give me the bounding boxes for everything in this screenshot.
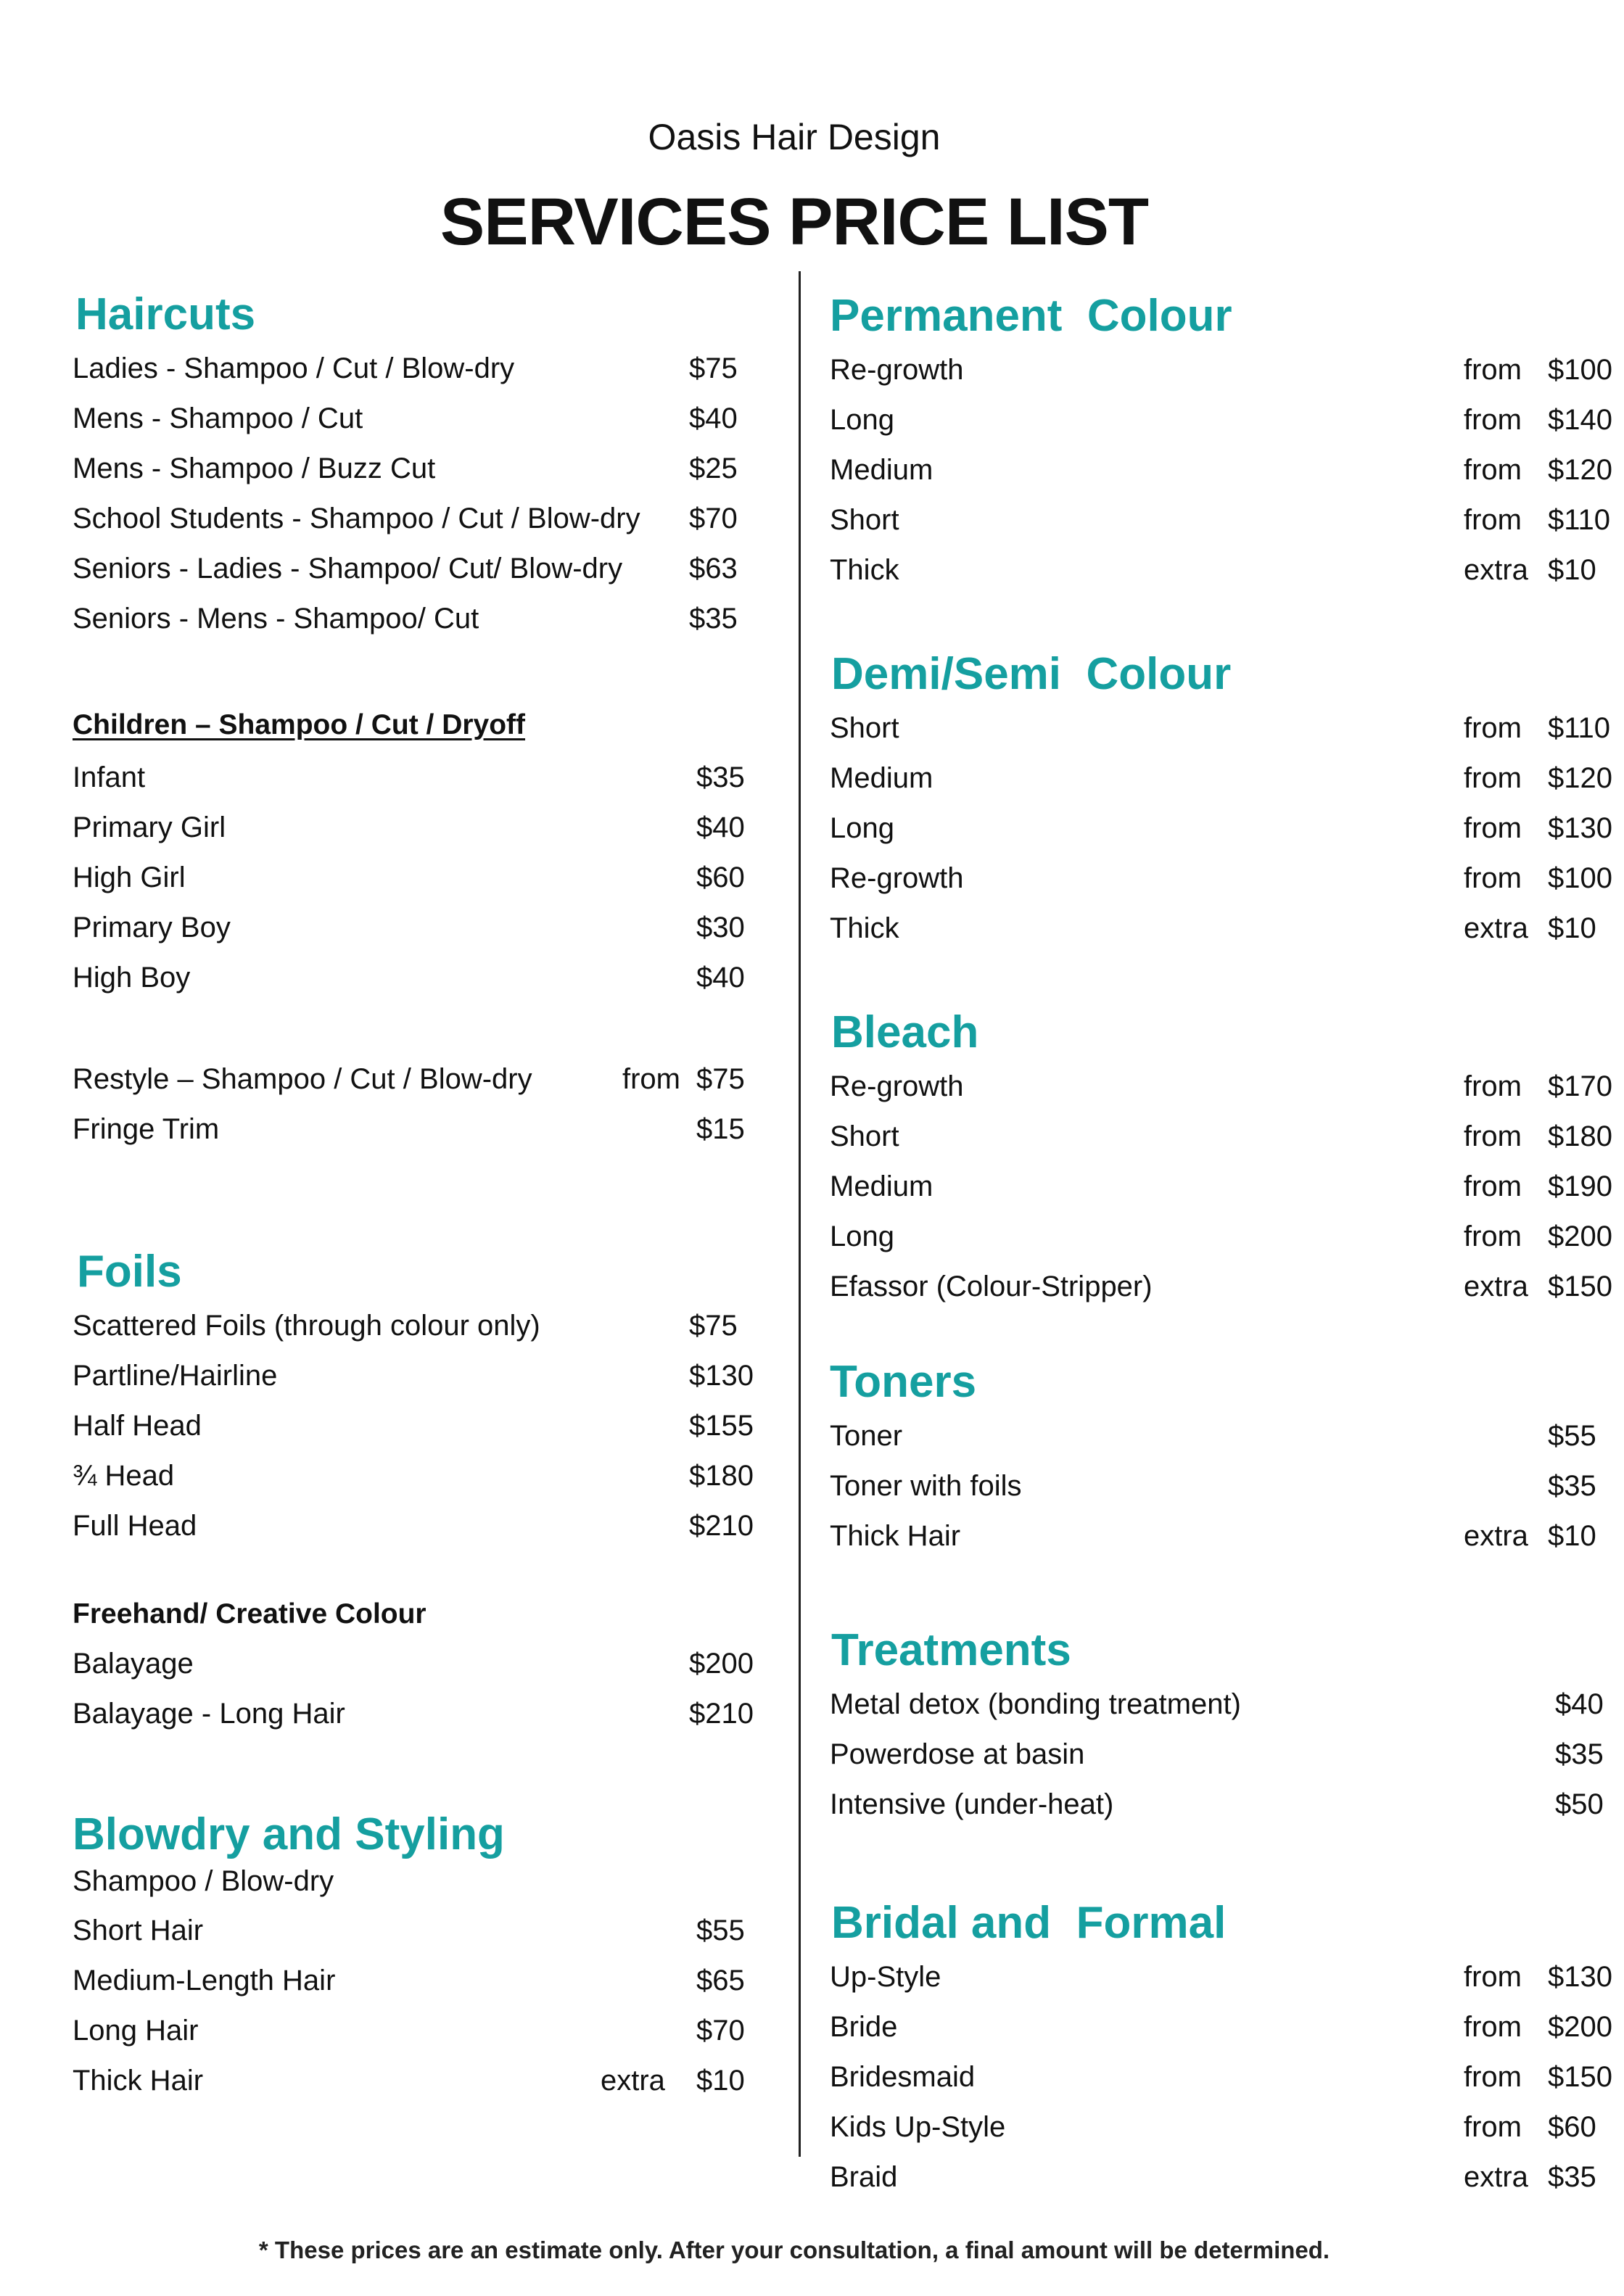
price-row (73, 1113, 783, 1154)
service-price: $200 (689, 1648, 754, 1680)
service-price: $10 (696, 2065, 745, 2097)
price-row (830, 862, 1612, 903)
left-column (0, 0, 798, 2296)
price-row (830, 354, 1612, 395)
service-price: $10 (1548, 912, 1596, 944)
service-name: Mens - Shampoo / Cut (73, 402, 363, 434)
service-name: Short Hair (73, 1915, 204, 1946)
price-qualifier: extra (1464, 1520, 1528, 1552)
service-name: Full Head (73, 1510, 197, 1542)
service-name: Short (830, 712, 899, 744)
service-name: Medium (830, 454, 933, 486)
service-name: Long Hair (73, 2015, 199, 2047)
service-price: $150 (1548, 1271, 1612, 1302)
service-name: Thick (830, 912, 899, 944)
service-price: $60 (696, 862, 745, 893)
price-row (830, 404, 1612, 445)
price-row (73, 1915, 783, 1955)
service-name: Half Head (73, 1410, 202, 1442)
price-row (830, 454, 1612, 495)
service-price: $190 (1548, 1170, 1612, 1202)
service-price: $65 (696, 1965, 745, 1996)
service-price: $40 (1555, 1688, 1604, 1720)
service-price: $130 (1548, 812, 1612, 844)
price-row (830, 1420, 1606, 1461)
service-name: Balayage - Long Hair (73, 1698, 345, 1730)
price-qualifier: from (1464, 762, 1522, 794)
service-name: Partline/Hairline (73, 1360, 278, 1392)
service-name: Restyle – Shampoo / Cut / Blow-dry (73, 1063, 532, 1095)
service-price: $35 (1548, 2161, 1596, 2193)
service-name: Up-Style (830, 1961, 941, 1993)
service-price: $70 (689, 503, 738, 534)
service-name: Long (830, 812, 894, 844)
price-row (830, 1120, 1612, 1161)
service-price: $40 (689, 402, 738, 434)
price-qualifier: from (1464, 1170, 1522, 1202)
price-qualifier: from (1464, 354, 1522, 386)
price-row (830, 1520, 1606, 1561)
price-row (73, 453, 783, 493)
price-row (73, 1510, 783, 1550)
service-price: $55 (696, 1915, 745, 1946)
service-price: $150 (1548, 2061, 1612, 2093)
toners-heading: Toners (830, 1357, 977, 1407)
price-qualifier: from (1464, 454, 1522, 486)
price-qualifier: from (1464, 812, 1522, 844)
price-row (73, 862, 783, 902)
service-price: $55 (1548, 1420, 1596, 1452)
service-name: Primary Girl (73, 812, 226, 843)
service-price: $200 (1548, 1221, 1612, 1252)
price-row (73, 503, 783, 543)
price-qualifier: from (1464, 504, 1522, 536)
foils-heading: Foils (77, 1247, 182, 1297)
price-row (830, 1738, 1606, 1779)
service-price: $63 (689, 553, 738, 585)
treatments-heading: Treatments (831, 1625, 1071, 1675)
service-price: $60 (1548, 2111, 1596, 2143)
price-row (830, 2061, 1612, 2102)
service-price: $120 (1548, 454, 1612, 486)
service-name: High Girl (73, 862, 186, 893)
permanent-heading: Permanent Colour (830, 291, 1232, 341)
price-row (73, 912, 783, 952)
service-price: $35 (689, 603, 738, 635)
service-name: Short (830, 1120, 899, 1152)
service-name: Thick Hair (830, 1520, 961, 1552)
price-row (73, 1360, 783, 1400)
service-name: Infant (73, 761, 146, 793)
service-price: $40 (696, 812, 745, 843)
service-price: $140 (1548, 404, 1612, 436)
service-price: $120 (1548, 762, 1612, 794)
price-row (830, 712, 1611, 753)
service-price: $35 (1548, 1470, 1596, 1502)
service-name: Short (830, 504, 899, 536)
service-price: $200 (1548, 2011, 1612, 2043)
haircuts-heading: Haircuts (75, 289, 256, 339)
service-name: Fringe Trim (73, 1113, 220, 1145)
service-name: Kids Up-Style (830, 2111, 1006, 2143)
price-row (73, 352, 783, 393)
service-price: $10 (1548, 1520, 1596, 1552)
service-name: Re-growth (830, 354, 964, 386)
price-row (73, 812, 783, 852)
salon-name: Oasis Hair Design (648, 117, 941, 157)
page-title: SERVICES PRICE LIST (440, 185, 1149, 259)
price-row (73, 1410, 783, 1450)
price-qualifier: from (1464, 712, 1522, 744)
service-price: $100 (1548, 862, 1612, 894)
price-row (830, 1470, 1606, 1511)
price-row (830, 504, 1611, 545)
price-qualifier: from (1464, 2011, 1522, 2043)
service-name: Re-growth (830, 1070, 964, 1102)
service-name: High Boy (73, 962, 191, 994)
price-qualifier: from (1464, 1120, 1522, 1152)
service-price: $25 (689, 453, 738, 484)
service-price: $110 (1548, 712, 1611, 744)
service-price: $130 (1548, 1961, 1612, 1993)
service-name: Powerdose at basin (830, 1738, 1085, 1770)
service-price: $210 (689, 1698, 754, 1730)
blowdry-subtitle: Shampoo / Blow-dry (73, 1865, 334, 1897)
price-row (830, 762, 1612, 803)
service-name: Balayage (73, 1648, 194, 1680)
price-qualifier: from (1464, 404, 1522, 436)
service-name: Braid (830, 2161, 898, 2193)
children-heading: Children – Shampoo / Cut / Dryoff (73, 709, 526, 740)
price-qualifier: extra (601, 2065, 665, 2097)
service-name: Bridesmaid (830, 2061, 976, 2093)
price-qualifier: extra (1464, 2161, 1528, 2193)
service-name: School Students - Shampoo / Cut / Blow-dry (73, 503, 640, 534)
price-qualifier: from (622, 1063, 680, 1095)
footer-note: * These prices are an estimate only. After your consultation, a final amount will be determined. (258, 2237, 1330, 2263)
service-name: Seniors - Mens - Shampoo/ Cut (73, 603, 479, 635)
price-row (830, 1788, 1606, 1829)
price-row (830, 2161, 1606, 2202)
service-price: $15 (696, 1113, 745, 1145)
service-name: Long (830, 1221, 894, 1252)
service-price: $180 (1548, 1120, 1612, 1152)
price-row (830, 1271, 1612, 1311)
service-name: Thick Hair (73, 2065, 204, 2097)
price-row (830, 1070, 1612, 1111)
demi-heading: Demi/Semi Colour (831, 649, 1232, 699)
price-qualifier: extra (1464, 554, 1528, 586)
service-price: $110 (1548, 504, 1611, 536)
price-row (830, 2011, 1612, 2052)
service-name: Efassor (Colour-Stripper) (830, 1271, 1153, 1302)
service-price: $30 (696, 912, 745, 943)
price-row (830, 1688, 1606, 1729)
price-row (73, 2065, 783, 2105)
price-row (73, 1698, 783, 1738)
service-name: Intensive (under-heat) (830, 1788, 1114, 1820)
price-row (73, 603, 783, 643)
price-qualifier: from (1464, 1961, 1522, 1993)
price-row (73, 2015, 783, 2055)
price-qualifier: from (1464, 2111, 1522, 2143)
service-name: Medium-Length Hair (73, 1965, 336, 1996)
service-price: $180 (689, 1460, 754, 1492)
price-qualifier: from (1464, 1221, 1522, 1252)
service-price: $170 (1548, 1070, 1612, 1102)
right-column (801, 0, 1624, 2296)
freehand-heading: Freehand/ Creative Colour (73, 1598, 426, 1630)
price-row (830, 1170, 1612, 1211)
service-price: $10 (1548, 554, 1596, 586)
price-qualifier: extra (1464, 912, 1528, 944)
service-name: Bride (830, 2011, 898, 2043)
price-row (73, 1460, 783, 1500)
price-row (830, 2111, 1606, 2152)
service-name: Medium (830, 762, 933, 794)
price-qualifier: from (1464, 2061, 1522, 2093)
service-price: $40 (696, 962, 745, 994)
price-row (73, 1965, 783, 2005)
service-name: Seniors - Ladies - Shampoo/ Cut/ Blow-dry (73, 553, 623, 585)
service-price: $75 (696, 1063, 745, 1095)
service-price: $75 (689, 352, 738, 384)
price-row (73, 1063, 783, 1104)
service-name: Scattered Foils (through colour only) (73, 1310, 540, 1342)
service-name: Metal detox (bonding treatment) (830, 1688, 1241, 1720)
service-name: Primary Boy (73, 912, 231, 943)
service-name: Ladies - Shampoo / Cut / Blow-dry (73, 352, 515, 384)
service-price: $210 (689, 1510, 754, 1542)
service-price: $130 (689, 1360, 754, 1392)
service-price: $75 (689, 1310, 738, 1342)
price-row (73, 761, 783, 802)
service-name: Re-growth (830, 862, 964, 894)
service-price: $70 (696, 2015, 745, 2047)
service-price: $35 (696, 761, 745, 793)
price-qualifier: extra (1464, 1271, 1528, 1302)
price-row (830, 812, 1612, 853)
price-row (830, 912, 1606, 953)
price-row (830, 554, 1606, 595)
price-row (73, 553, 783, 593)
bridal-heading: Bridal and Formal (831, 1898, 1227, 1948)
service-name: ¾ Head (73, 1460, 175, 1492)
service-price: $50 (1555, 1788, 1604, 1820)
service-price: $100 (1548, 354, 1612, 386)
price-qualifier: from (1464, 862, 1522, 894)
price-row (830, 1961, 1612, 2002)
price-row (73, 1310, 783, 1350)
price-row (73, 402, 783, 443)
price-row (73, 1648, 783, 1688)
price-row (830, 1221, 1612, 1261)
service-price: $35 (1555, 1738, 1604, 1770)
blowdry-heading: Blowdry and Styling (73, 1809, 505, 1859)
service-name: Toner with foils (830, 1470, 1022, 1502)
price-row (73, 962, 783, 1002)
service-name: Medium (830, 1170, 933, 1202)
service-name: Mens - Shampoo / Buzz Cut (73, 453, 436, 484)
service-price: $155 (689, 1410, 754, 1442)
bleach-heading: Bleach (831, 1007, 979, 1057)
service-name: Long (830, 404, 894, 436)
service-name: Toner (830, 1420, 903, 1452)
price-qualifier: from (1464, 1070, 1522, 1102)
service-name: Thick (830, 554, 899, 586)
